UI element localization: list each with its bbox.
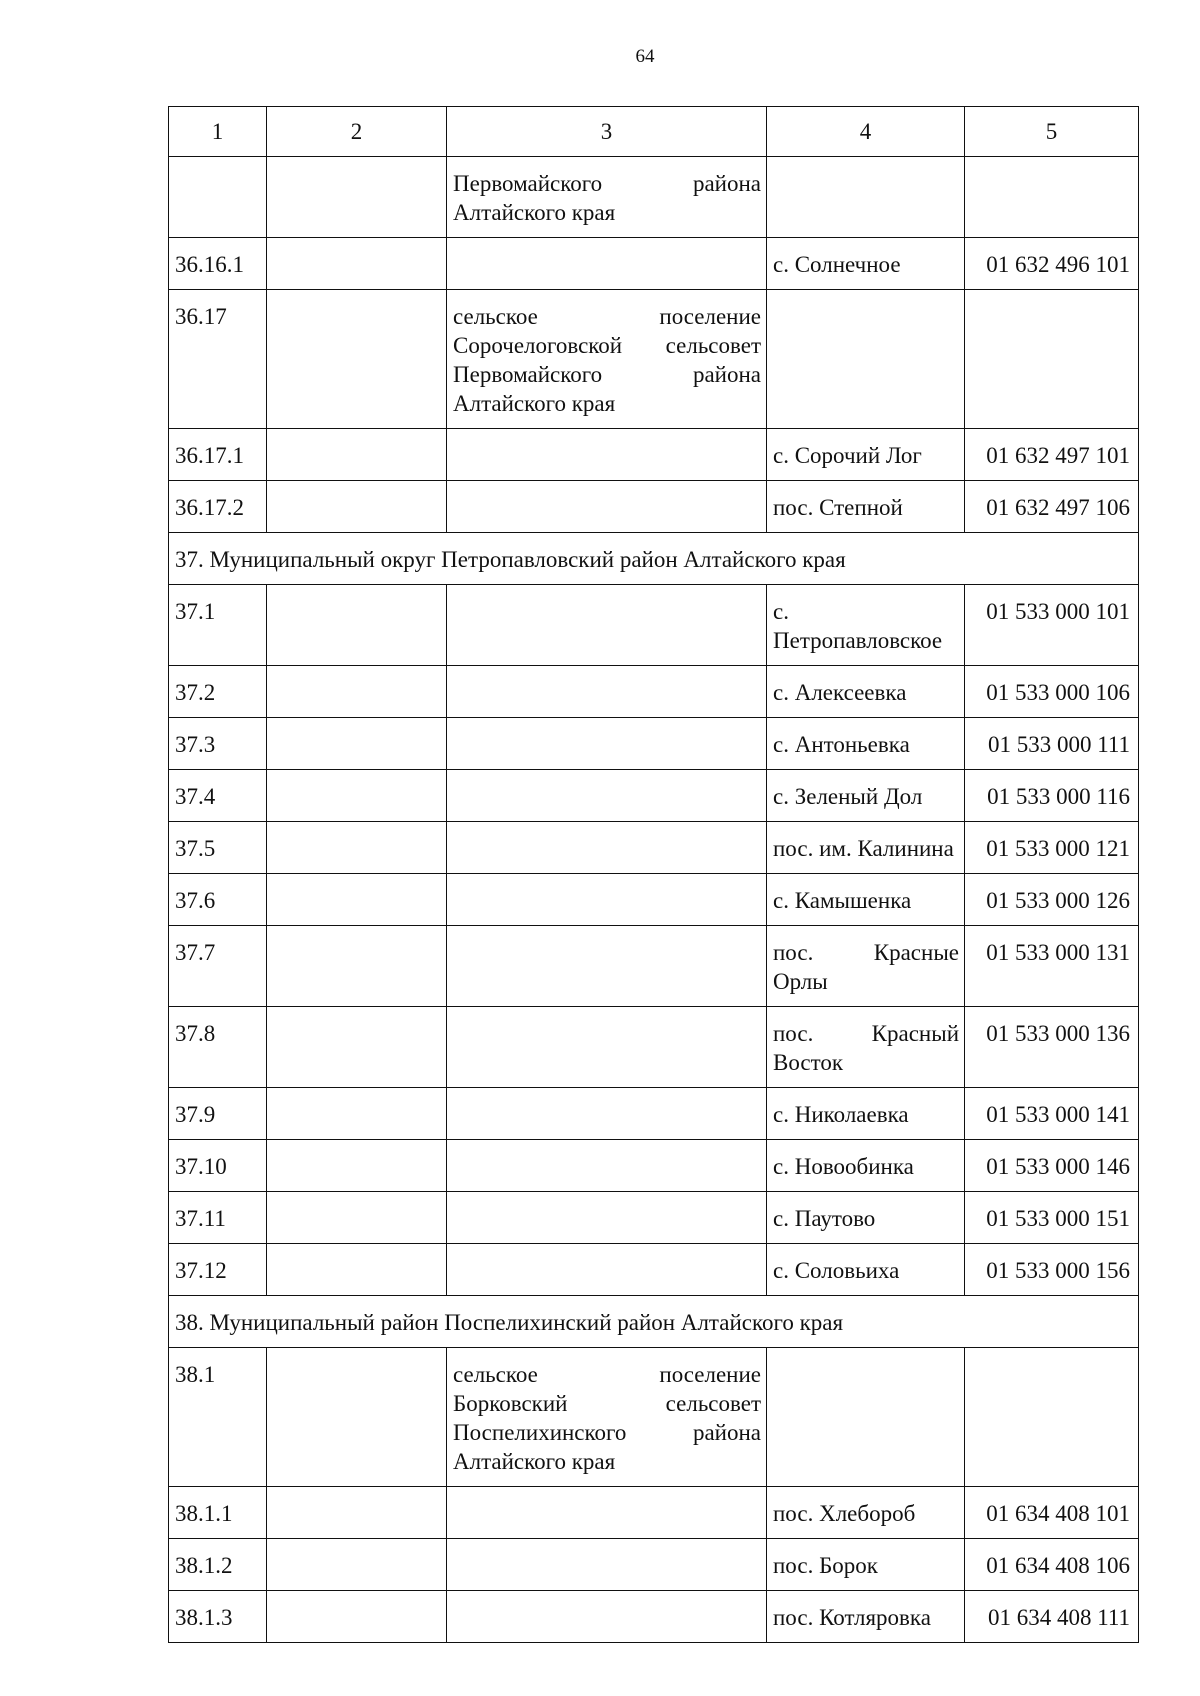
municipality-cell <box>447 666 767 718</box>
table-row <box>169 1140 1139 1192</box>
table-row <box>169 1088 1139 1140</box>
municipality-cell <box>447 1539 767 1591</box>
oktmo-code-cell: 01 634 408 106 <box>965 1539 1139 1591</box>
row-number-cell: 37.11 <box>169 1192 267 1244</box>
column-2-cell <box>267 585 447 666</box>
column-2-cell <box>267 1007 447 1088</box>
row-number-cell: 37.8 <box>169 1007 267 1088</box>
oktmo-code-cell: 01 533 000 146 <box>965 1140 1139 1192</box>
settlement-cell: с. Новообинка <box>767 1140 965 1192</box>
row-number-cell: 38.1.3 <box>169 1591 267 1643</box>
settlement-cell: с. Алексеевка <box>767 666 965 718</box>
municipality-cell <box>447 238 767 290</box>
municipality-cell <box>447 1591 767 1643</box>
municipality-cell <box>447 585 767 666</box>
header-row <box>169 107 1139 157</box>
oktmo-code-cell: 01 533 000 111 <box>965 718 1139 770</box>
header-col-5: 5 <box>965 107 1139 157</box>
section-title: 37. Муниципальный округ Петропавловский район Алтайского края <box>169 533 1139 585</box>
row-number-cell: 36.17 <box>169 290 267 429</box>
table-row <box>169 770 1139 822</box>
table-row <box>169 1487 1139 1539</box>
settlement-cell: с. Антоньевка <box>767 718 965 770</box>
table-row <box>169 1244 1139 1296</box>
row-number-cell: 36.17.1 <box>169 429 267 481</box>
oktmo-code-cell: 01 533 000 141 <box>965 1088 1139 1140</box>
column-2-cell <box>267 926 447 1007</box>
municipality-cell: сельское поселение Борковский сельсовет Поспелихинского района Алтайского края <box>447 1348 767 1487</box>
oktmo-code-cell: 01 533 000 126 <box>965 874 1139 926</box>
column-2-cell <box>267 874 447 926</box>
municipality-cell: сельское поселение Сорочелоговской сельсовет Первомайского района Алтайского края <box>447 290 767 429</box>
header-col-3: 3 <box>447 107 767 157</box>
municipality-cell: Первомайского района Алтайского края <box>447 157 767 238</box>
municipality-cell <box>447 429 767 481</box>
municipality-cell <box>447 1140 767 1192</box>
table-row <box>169 481 1139 533</box>
table-row <box>169 718 1139 770</box>
column-2-cell <box>267 238 447 290</box>
settlement-cell: с. Сорочий Лог <box>767 429 965 481</box>
table-body <box>169 157 1139 1643</box>
oktmo-code-cell: 01 632 497 101 <box>965 429 1139 481</box>
table-row <box>169 874 1139 926</box>
row-number-cell <box>169 157 267 238</box>
settlement-cell <box>767 290 965 429</box>
row-number-cell: 37.12 <box>169 1244 267 1296</box>
oktmo-code-cell: 01 533 000 156 <box>965 1244 1139 1296</box>
settlement-cell: пос. Степной <box>767 481 965 533</box>
row-number-cell: 37.2 <box>169 666 267 718</box>
municipality-cell <box>447 770 767 822</box>
table-row <box>169 1007 1139 1088</box>
table-row <box>169 238 1139 290</box>
row-number-cell: 37.10 <box>169 1140 267 1192</box>
settlement-cell: с. Паутово <box>767 1192 965 1244</box>
column-2-cell <box>267 822 447 874</box>
section-row <box>169 1296 1139 1348</box>
settlement-cell: с. Солнечное <box>767 238 965 290</box>
settlement-cell: пос. Борок <box>767 1539 965 1591</box>
municipality-cell <box>447 1192 767 1244</box>
row-number-cell: 37.5 <box>169 822 267 874</box>
oktmo-code-cell <box>965 290 1139 429</box>
municipality-cell <box>447 926 767 1007</box>
table-row <box>169 822 1139 874</box>
table-row <box>169 666 1139 718</box>
oktmo-code-cell: 01 533 000 136 <box>965 1007 1139 1088</box>
settlement-cell <box>767 157 965 238</box>
settlement-cell: с. Петропавловское <box>767 585 965 666</box>
oktmo-code-cell: 01 533 000 121 <box>965 822 1139 874</box>
row-number-cell: 38.1.2 <box>169 1539 267 1591</box>
section-row <box>169 533 1139 585</box>
settlement-cell: пос. Красный Восток <box>767 1007 965 1088</box>
row-number-cell: 38.1 <box>169 1348 267 1487</box>
municipality-cell <box>447 481 767 533</box>
oktmo-code-cell: 01 634 408 101 <box>965 1487 1139 1539</box>
table-row <box>169 585 1139 666</box>
municipality-cell <box>447 1007 767 1088</box>
column-2-cell <box>267 1487 447 1539</box>
oktmo-code-cell: 01 533 000 131 <box>965 926 1139 1007</box>
header-col-1: 1 <box>169 107 267 157</box>
table-row <box>169 1192 1139 1244</box>
settlement-cell: пос. Красные Орлы <box>767 926 965 1007</box>
oktmo-code-cell: 01 632 497 106 <box>965 481 1139 533</box>
column-2-cell <box>267 1244 447 1296</box>
oktmo-code-cell <box>965 157 1139 238</box>
column-2-cell <box>267 429 447 481</box>
row-number-cell: 37.6 <box>169 874 267 926</box>
page-number: 64 <box>635 46 655 67</box>
settlement-cell: с. Николаевка <box>767 1088 965 1140</box>
settlement-cell: с. Соловьиха <box>767 1244 965 1296</box>
settlement-cell <box>767 1348 965 1487</box>
header-col-4: 4 <box>767 107 965 157</box>
column-2-cell <box>267 770 447 822</box>
column-2-cell <box>267 1591 447 1643</box>
settlement-cell: пос. Хлебороб <box>767 1487 965 1539</box>
row-number-cell: 36.16.1 <box>169 238 267 290</box>
row-number-cell: 37.9 <box>169 1088 267 1140</box>
settlement-cell: с. Камышенка <box>767 874 965 926</box>
oktmo-code-cell: 01 632 496 101 <box>965 238 1139 290</box>
oktmo-code-cell: 01 533 000 151 <box>965 1192 1139 1244</box>
municipality-cell <box>447 874 767 926</box>
row-number-cell: 36.17.2 <box>169 481 267 533</box>
header-col-2: 2 <box>267 107 447 157</box>
row-number-cell: 37.3 <box>169 718 267 770</box>
row-number-cell: 37.4 <box>169 770 267 822</box>
oktmo-code-cell: 01 533 000 106 <box>965 666 1139 718</box>
column-2-cell <box>267 290 447 429</box>
settlement-cell: с. Зеленый Дол <box>767 770 965 822</box>
oktmo-code-cell <box>965 1348 1139 1487</box>
column-2-cell <box>267 718 447 770</box>
column-2-cell <box>267 1140 447 1192</box>
column-2-cell <box>267 157 447 238</box>
table-row <box>169 1591 1139 1643</box>
table-row <box>169 1348 1139 1487</box>
column-2-cell <box>267 1539 447 1591</box>
column-2-cell <box>267 1088 447 1140</box>
municipality-cell <box>447 718 767 770</box>
oktmo-code-cell: 01 533 000 116 <box>965 770 1139 822</box>
municipality-cell <box>447 822 767 874</box>
table-row <box>169 429 1139 481</box>
section-title: 38. Муниципальный район Поспелихинский район Алтайского края <box>169 1296 1139 1348</box>
row-number-cell: 37.1 <box>169 585 267 666</box>
table-row <box>169 290 1139 429</box>
row-number-cell: 38.1.1 <box>169 1487 267 1539</box>
column-2-cell <box>267 481 447 533</box>
settlements-table <box>168 106 1139 1643</box>
column-2-cell <box>267 666 447 718</box>
municipality-cell <box>447 1088 767 1140</box>
table-header <box>169 107 1139 157</box>
settlement-cell: пос. им. Калинина <box>767 822 965 874</box>
column-2-cell <box>267 1348 447 1487</box>
column-2-cell <box>267 1192 447 1244</box>
table-row <box>169 157 1139 238</box>
municipality-cell <box>447 1487 767 1539</box>
oktmo-code-cell: 01 533 000 101 <box>965 585 1139 666</box>
table-row <box>169 1539 1139 1591</box>
settlement-cell: пос. Котляровка <box>767 1591 965 1643</box>
table-row <box>169 926 1139 1007</box>
row-number-cell: 37.7 <box>169 926 267 1007</box>
oktmo-code-cell: 01 634 408 111 <box>965 1591 1139 1643</box>
municipality-cell <box>447 1244 767 1296</box>
